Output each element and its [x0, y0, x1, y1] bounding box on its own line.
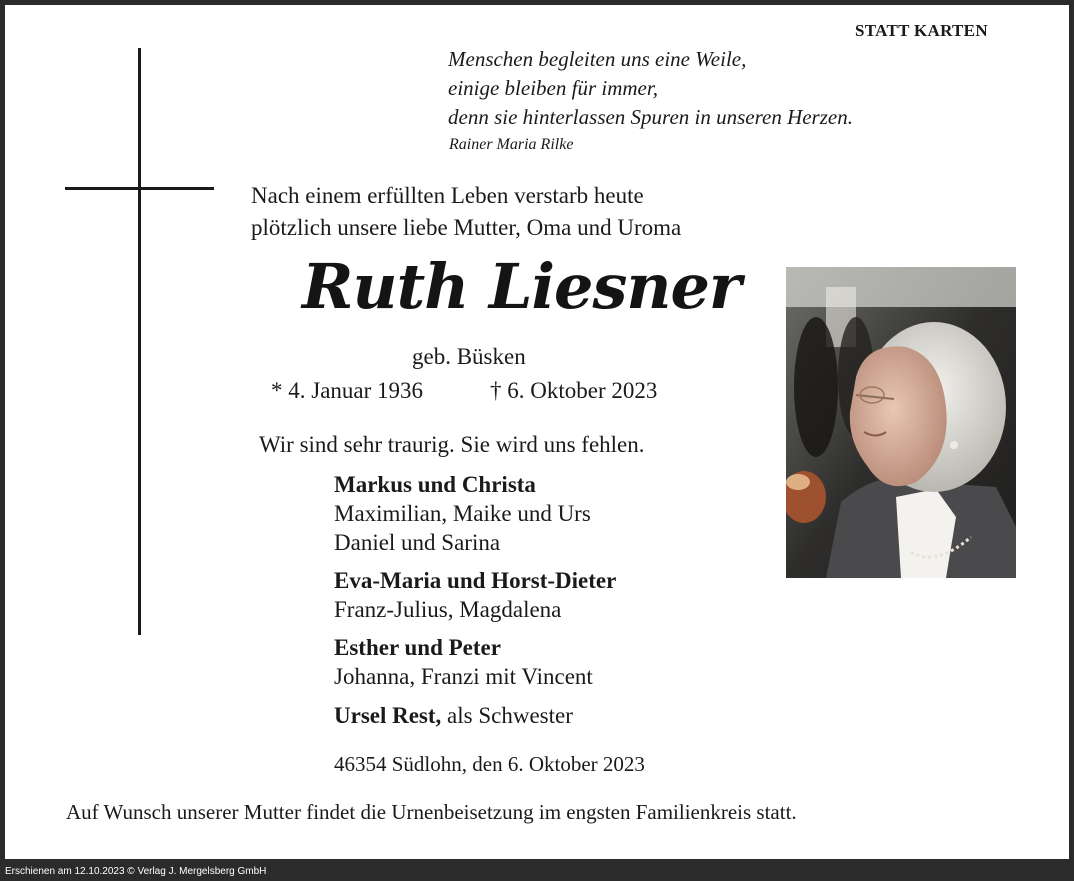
portrait-photo [786, 267, 1016, 578]
family-head-name: Esther und Peter [334, 635, 501, 660]
family-head [334, 470, 536, 499]
quote-line-3: denn sie hinterlassen Spuren in unseren Herzen. [448, 105, 853, 129]
family-member-line: Franz-Julius, Magdalena [334, 597, 562, 622]
family-head [334, 566, 616, 595]
family-head-name: Markus und Christa [334, 472, 536, 497]
family-head-suffix: als Schwester [441, 703, 573, 728]
header-label: STATT KARTEN [855, 21, 988, 40]
intro-line-2: plötzlich unsere liebe Mutter, Oma und Uroma [251, 215, 682, 240]
place-date: 46354 Südlohn, den 6. Oktober 2023 [334, 752, 645, 776]
quote-line-2: einige bleiben für immer, [448, 76, 658, 100]
maiden-name: geb. Büsken [412, 344, 526, 369]
cross-icon [138, 48, 141, 635]
quote-author: Rainer Maria Rilke [449, 136, 574, 153]
family-member-line: Maximilian, Maike und Urs [334, 501, 591, 526]
intro-line-1: Nach einem erfüllten Leben verstarb heute [251, 183, 644, 208]
family-member-line: Daniel und Sarina [334, 530, 501, 555]
portrait-photo-image [786, 267, 1016, 578]
family-member-line: Johanna, Franzi mit Vincent [334, 664, 593, 689]
birth-date: * 4. Januar 1936 [271, 378, 424, 403]
family-head [334, 701, 573, 730]
family-head-name: Eva-Maria und Horst-Dieter [334, 568, 617, 593]
deceased-name: Ruth Liesner [302, 250, 741, 323]
family-head [334, 633, 501, 662]
sentiment-text: Wir sind sehr traurig. Sie wird uns fehlen. [259, 432, 645, 457]
death-date: † 6. Oktober 2023 [490, 378, 658, 403]
quote-line-1: Menschen begleiten uns eine Weile, [448, 47, 747, 71]
family-head-name: Ursel Rest, [334, 703, 442, 728]
cross-icon-bar [65, 187, 214, 190]
footer-credit: Erschienen am 12.10.2023 © Verlag J. Mergelsberg GmbH [5, 866, 267, 877]
burial-note: Auf Wunsch unserer Mutter findet die Urnenbeisetzung im engsten Familienkreis statt. [66, 800, 797, 824]
